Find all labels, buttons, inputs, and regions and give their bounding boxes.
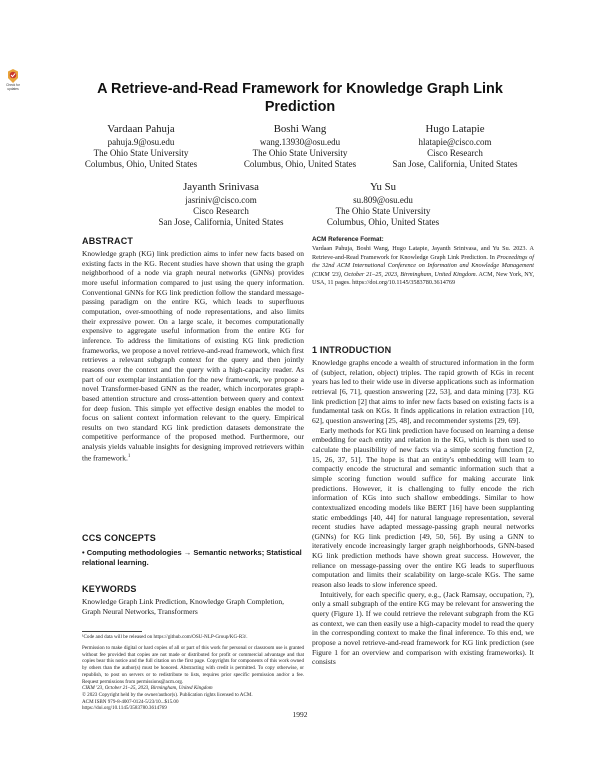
permission-notice	[82, 645, 304, 712]
check-for-updates-badge[interactable]	[2, 68, 24, 98]
author-block-2	[215, 123, 385, 171]
footnote-rule	[82, 631, 142, 632]
acm-ref-heading: ACM Reference Format:	[312, 236, 384, 243]
permission-text: Permission to make digital or hard copies of all or part of this work for personal or classroom use is granted without fee provided that copies are not made or distributed for profit or commercial advantage and that copies bear this notice and the full citation on the first page. Copyrights for components of this work owned by others than the author(s) must be honored. Abstracting with credit is permitted. To copy otherwise, or republish, to post on servers or to redistribute to lists, requires prior specific permission and/or a fee. Request permissions from permissions@acm.org.	[82, 645, 304, 685]
author-location: San Jose, California, United States	[158, 217, 284, 228]
author-block-4	[136, 181, 306, 229]
author-email[interactable]: pahuja.9@osu.edu	[107, 137, 175, 147]
author-location: Columbus, Ohio, United States	[243, 159, 357, 170]
author-block-5	[298, 181, 468, 229]
abstract-body	[82, 249, 304, 463]
acm-ref-text-1: Vardaan Pahuja, Boshi Wang, Hugo Latapie, Jayanth Srinivasa, and Yu Su. 2023. A Retrieve-and-Read Framework for Knowledge Graph Link Prediction. In	[312, 245, 534, 261]
keywords-text: Knowledge Graph Link Prediction, Knowledge Graph Completion, Graph Neural Networks, Transformers	[82, 597, 285, 616]
footnote-mark[interactable]: 1	[127, 453, 131, 459]
author-location: San Jose, California, United States	[392, 159, 518, 170]
author-email[interactable]: wang.13930@osu.edu	[259, 137, 341, 147]
badge-label-1: Check for	[6, 83, 20, 87]
isbn-line: ACM ISBN 979-8-4007-0124-5/23/10...$15.00	[82, 698, 179, 705]
paper-title: A Retrieve-and-Read Framework for Knowledge Graph Link Prediction	[97, 81, 503, 115]
author-org: The Ohio State University	[252, 148, 348, 159]
conference-line: CIKM '23, October 21–25, 2023, Birmingham, United Kingdom	[82, 685, 213, 692]
code-footnote: ¹Code and data will be released on https://github.com/OSU-NLP-Group/KG-R3/.	[82, 634, 248, 640]
acm-ref-venue: Proceedings of the 32nd ACM International Conference on Information and Knowledge Management (CIKM '23), October 21–25, 2023, Birmingham, United Kingdom.	[312, 253, 534, 278]
author-name: Hugo Latapie	[425, 123, 485, 135]
ccs-heading: CCS CONCEPTS	[82, 533, 156, 543]
keywords-heading: KEYWORDS	[82, 584, 137, 594]
author-location: Columbus, Ohio, United States	[326, 217, 440, 228]
badge-label-2: updates	[7, 86, 19, 91]
intro-body	[312, 358, 534, 667]
intro-heading: 1 INTRODUCTION	[312, 345, 392, 355]
acm-ref-body	[312, 245, 534, 288]
author-block-3	[370, 123, 540, 171]
intro-paragraph-2: Early methods for KG link prediction have focused on learning a dense embedding for each entity and relation in the KG, which is then used to calculate the plausibility of new facts via a simple scoring function [2, 15, 26, 37, 51]. The hope is that an entity's embedding will learn to compactly encode the structural and semantic information such that a simple scoring function would suffice for making accurate link predictions. However, it is challenging to fully encode the rich information of KGs into such shallow embeddings. Similar to how contextualized encoding models like BERT [16] have been supplanting static embeddings [40, 44] for natural language representation, several recent studies have adapted message-passing graph neural networks (GNNs) for KG link prediction [49, 50, 56]. By using a GNN to iteratively encode increasingly larger graph neighborhoods, GNN-based KG link prediction methods have shown great success. However, the reliance on message-passing over the entire KG leads to superfluous computation and limits their scalability on large-scale KGs. The same reason also leads to slow inference speed.	[312, 425, 534, 590]
copyright-line: © 2023 Copyright held by the owner/author(s). Publication rights licensed to ACM.	[82, 691, 253, 698]
abstract-text: Knowledge graph (KG) link prediction aims to infer new facts based on existing facts in the KG. Recent studies have shown that using the graph neighborhood of a node via graph neural networks (GNNs) provides more useful information compared to just using the query information. Conventional GNNs for KG link prediction follow the standard message-passing paradigm on the entire KG, which leads to superfluous computation, over-smoothing of node representations, and also limits their expressive power. On a large scale, it becomes computationally expensive to aggregate useful information from the entire KG for inference. To address the limitations of existing KG link prediction frameworks, we propose a novel retrieve-and-read framework, which first retrieves a relevant subgraph context for the query and then jointly reasons over the context and the query with a high-capacity reader. As part of our exemplar instantiation for the new framework, we propose a novel Transformer-based GNN as the reader, which incorporates graph-based attention structure and cross-attention between query and context for deep fusion. This simple yet effective design enables the model to focus on salient context information relevant to the query. Empirical results on two standard KG link prediction datasets demonstrate the competitive performance of the proposed method. Furthermore, our analysis yields valuable insights for designing improved retrievers within the framework.	[82, 249, 304, 463]
author-org: Cisco Research	[193, 206, 249, 217]
author-name: Yu Su	[369, 181, 397, 193]
page-number: 1992	[292, 710, 308, 719]
acm-ref-text-2[interactable]: ACM, New York, NY, USA, 11 pages. https://doi.org/10.1145/3583780.3614769	[312, 270, 534, 286]
intro-paragraph-1: Knowledge graphs encode a wealth of structured information in the form of (subject, relation, object) triples. The rapid growth of KGs in recent years has led to their wide use in diverse applications such as information retrieval [6, 71], question answering [22, 53], and data mining [73]. KG link prediction [2] that aims to infer new facts based on existing facts is a fundamental task on KGs. It finds applications in relation extraction [10, 62], question answering [25, 48], and recommender systems [29, 69].	[312, 358, 534, 425]
author-name: Jayanth Srinivasa	[183, 181, 259, 193]
ccs-concepts: • Computing methodologies → Semantic networks; Statistical relational learning.	[82, 548, 302, 567]
author-name: Vardaan Pahuja	[107, 123, 175, 135]
author-block-1	[56, 123, 226, 171]
crossmark-icon	[6, 68, 20, 84]
author-org: The Ohio State University	[335, 206, 431, 217]
author-location: Columbus, Ohio, United States	[84, 159, 198, 170]
author-org: The Ohio State University	[93, 148, 189, 159]
abstract-heading: ABSTRACT	[82, 236, 134, 246]
author-org: Cisco Research	[427, 148, 483, 159]
author-name: Boshi Wang	[273, 123, 327, 135]
author-email[interactable]: jasriniv@cisco.com	[185, 195, 257, 205]
intro-paragraph-3: Intuitively, for each specific query, e.g., (Jack Ramsay, occupation, ?), only a small subgraph of the entire KG may be relevant for answering the query (Figure 1). If we could retrieve the relevant subgraph from the KG as context, we can then easily use a high-capacity model to read the query in the corresponding context to make the final inference. To this end, we propose a novel retrieve-and-read framework for KG link prediction (see Figure 1 for an overview and comparison with existing frameworks). It consists	[312, 589, 534, 667]
doi-link[interactable]: https://doi.org/10.1145/3583780.3614769	[82, 705, 167, 712]
author-email[interactable]: su.809@osu.edu	[353, 195, 413, 205]
author-email[interactable]: hlatapie@cisco.com	[418, 137, 492, 147]
